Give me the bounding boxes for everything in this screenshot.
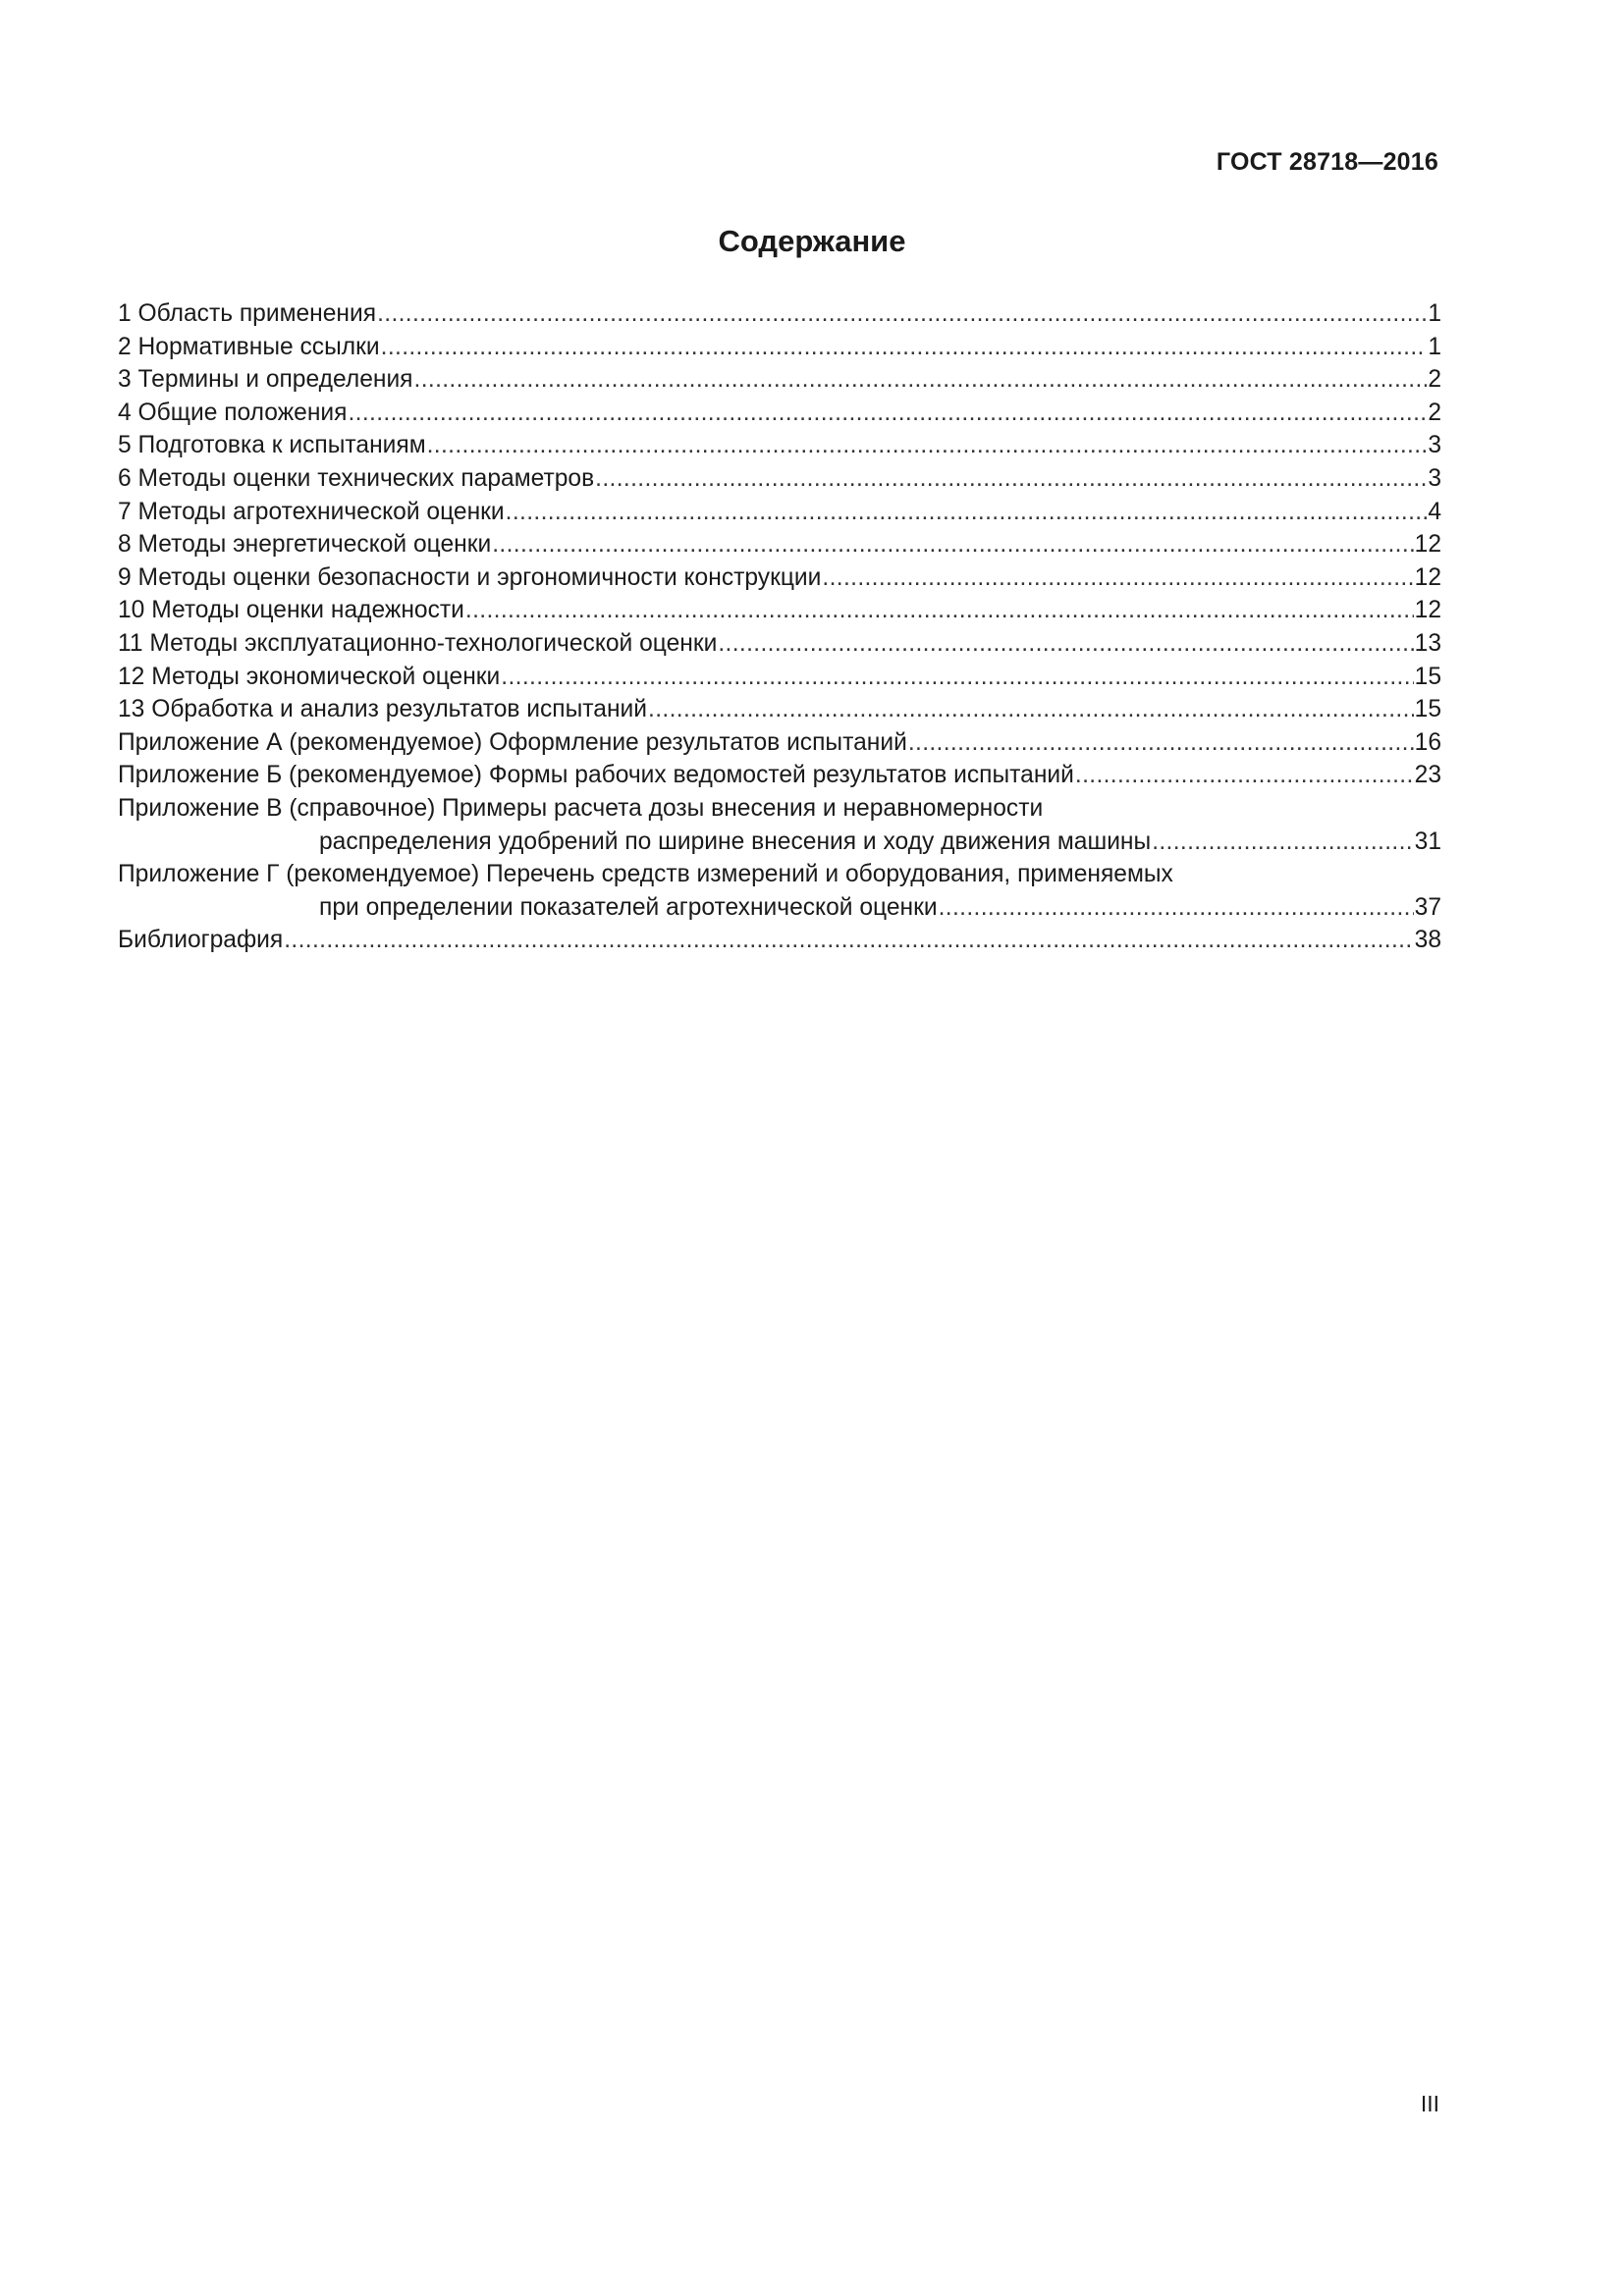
toc-entry-page: 37 [1414,893,1441,921]
toc-dot-leader [348,397,1427,430]
toc-entry-label: Приложение Г (рекомендуемое) Перечень средств измерений и оборудования, применяемых [118,861,1173,888]
toc-entry-label: Приложение Б (рекомендуемое) Формы рабочих ведомостей результатов испытаний [118,762,1074,789]
page-number: III [1420,2091,1439,2116]
toc-entry-continuation[interactable] [118,891,1441,925]
toc-entry[interactable] [118,693,1441,726]
toc-entry[interactable] [118,331,1441,364]
toc-entry-page: 13 [1414,629,1441,657]
toc-entry-label: 2 Нормативные ссылки [118,333,380,360]
toc-entry-page: 23 [1414,762,1441,789]
toc-entry-page: 3 [1428,432,1441,459]
toc-dot-leader [648,693,1414,726]
toc-dot-leader [465,594,1414,627]
toc-dot-leader [1152,826,1413,859]
toc-entry-label: Приложение В (справочное) Примеры расчета дозы внесения и неравномерности [118,794,1044,822]
toc-entry[interactable] [118,792,1441,826]
toc-dot-leader [284,924,1413,957]
toc-entry[interactable] [118,528,1441,561]
toc-entry[interactable] [118,561,1441,595]
toc-entry[interactable] [118,726,1441,760]
toc-entry-page: 1 [1428,300,1441,327]
toc-entry-label: 9 Методы оценки безопасности и эргономичности конструкции [118,563,822,591]
toc-entry[interactable] [118,924,1441,957]
table-of-contents [118,297,1441,957]
toc-entry[interactable] [118,429,1441,462]
toc-entry-label: 12 Методы экономической оценки [118,663,501,690]
toc-entry-page: 4 [1428,498,1441,525]
toc-dot-leader [718,627,1413,661]
toc-entry-label: Приложение А (рекомендуемое) Оформление результатов испытаний [118,728,907,756]
toc-entry-page: 12 [1414,597,1441,624]
toc-dot-leader [414,363,1428,397]
document-standard-number: ГОСТ 28718—2016 [1216,148,1438,176]
toc-entry-page: 16 [1414,728,1441,756]
toc-entry[interactable] [118,397,1441,430]
page-title: Содержание [718,224,906,258]
toc-entry-page: 3 [1428,464,1441,492]
toc-entry-continuation-label: распределения удобрений по ширине внесения и ходу движения машины [319,828,1152,855]
toc-dot-leader [822,561,1413,595]
toc-entry-label: 5 Подготовка к испытаниям [118,432,426,459]
toc-dot-leader [1075,759,1414,792]
toc-entry-label: Библиография [118,927,284,954]
toc-entry-label: 8 Методы энергетической оценки [118,531,492,559]
toc-dot-leader [492,528,1413,561]
toc-dot-leader [939,891,1414,925]
toc-entry-page: 12 [1414,563,1441,591]
toc-entry-page: 31 [1414,828,1441,855]
toc-dot-leader [506,496,1428,529]
toc-dot-leader [908,726,1414,760]
toc-entry-label: 7 Методы агротехнической оценки [118,498,505,525]
toc-entry-label: 1 Область применения [118,300,377,327]
toc-entry-label: 4 Общие положения [118,399,348,426]
toc-entry[interactable] [118,496,1441,529]
toc-entry[interactable] [118,627,1441,661]
toc-entry-continuation[interactable] [118,826,1441,859]
toc-entry[interactable] [118,858,1441,891]
toc-entry-page: 38 [1414,927,1441,954]
toc-entry[interactable] [118,297,1441,331]
toc-entry[interactable] [118,661,1441,694]
toc-dot-leader [595,462,1427,496]
toc-entry-page: 2 [1428,366,1441,394]
toc-entry-page: 1 [1428,333,1441,360]
toc-dot-leader [501,661,1413,694]
toc-entry[interactable] [118,759,1441,792]
toc-entry-label: 6 Методы оценки технических параметров [118,464,595,492]
toc-entry-label: 11 Методы эксплуатационно-технологической оценки [118,629,718,657]
toc-entry-continuation-label: при определении показателей агротехнической оценки [319,893,938,921]
toc-entry[interactable] [118,363,1441,397]
toc-entry-label: 3 Термины и определения [118,366,413,394]
toc-entry-label: 10 Методы оценки надежности [118,597,464,624]
toc-dot-leader [381,331,1428,364]
toc-entry-page: 15 [1414,663,1441,690]
toc-entry-page: 2 [1428,399,1441,426]
toc-entry-page: 12 [1414,531,1441,559]
toc-dot-leader [377,297,1427,331]
toc-entry-label: 13 Обработка и анализ результатов испытаний [118,696,648,723]
toc-entry[interactable] [118,594,1441,627]
toc-dot-leader [427,429,1428,462]
toc-entry-page: 15 [1414,696,1441,723]
toc-entry[interactable] [118,462,1441,496]
